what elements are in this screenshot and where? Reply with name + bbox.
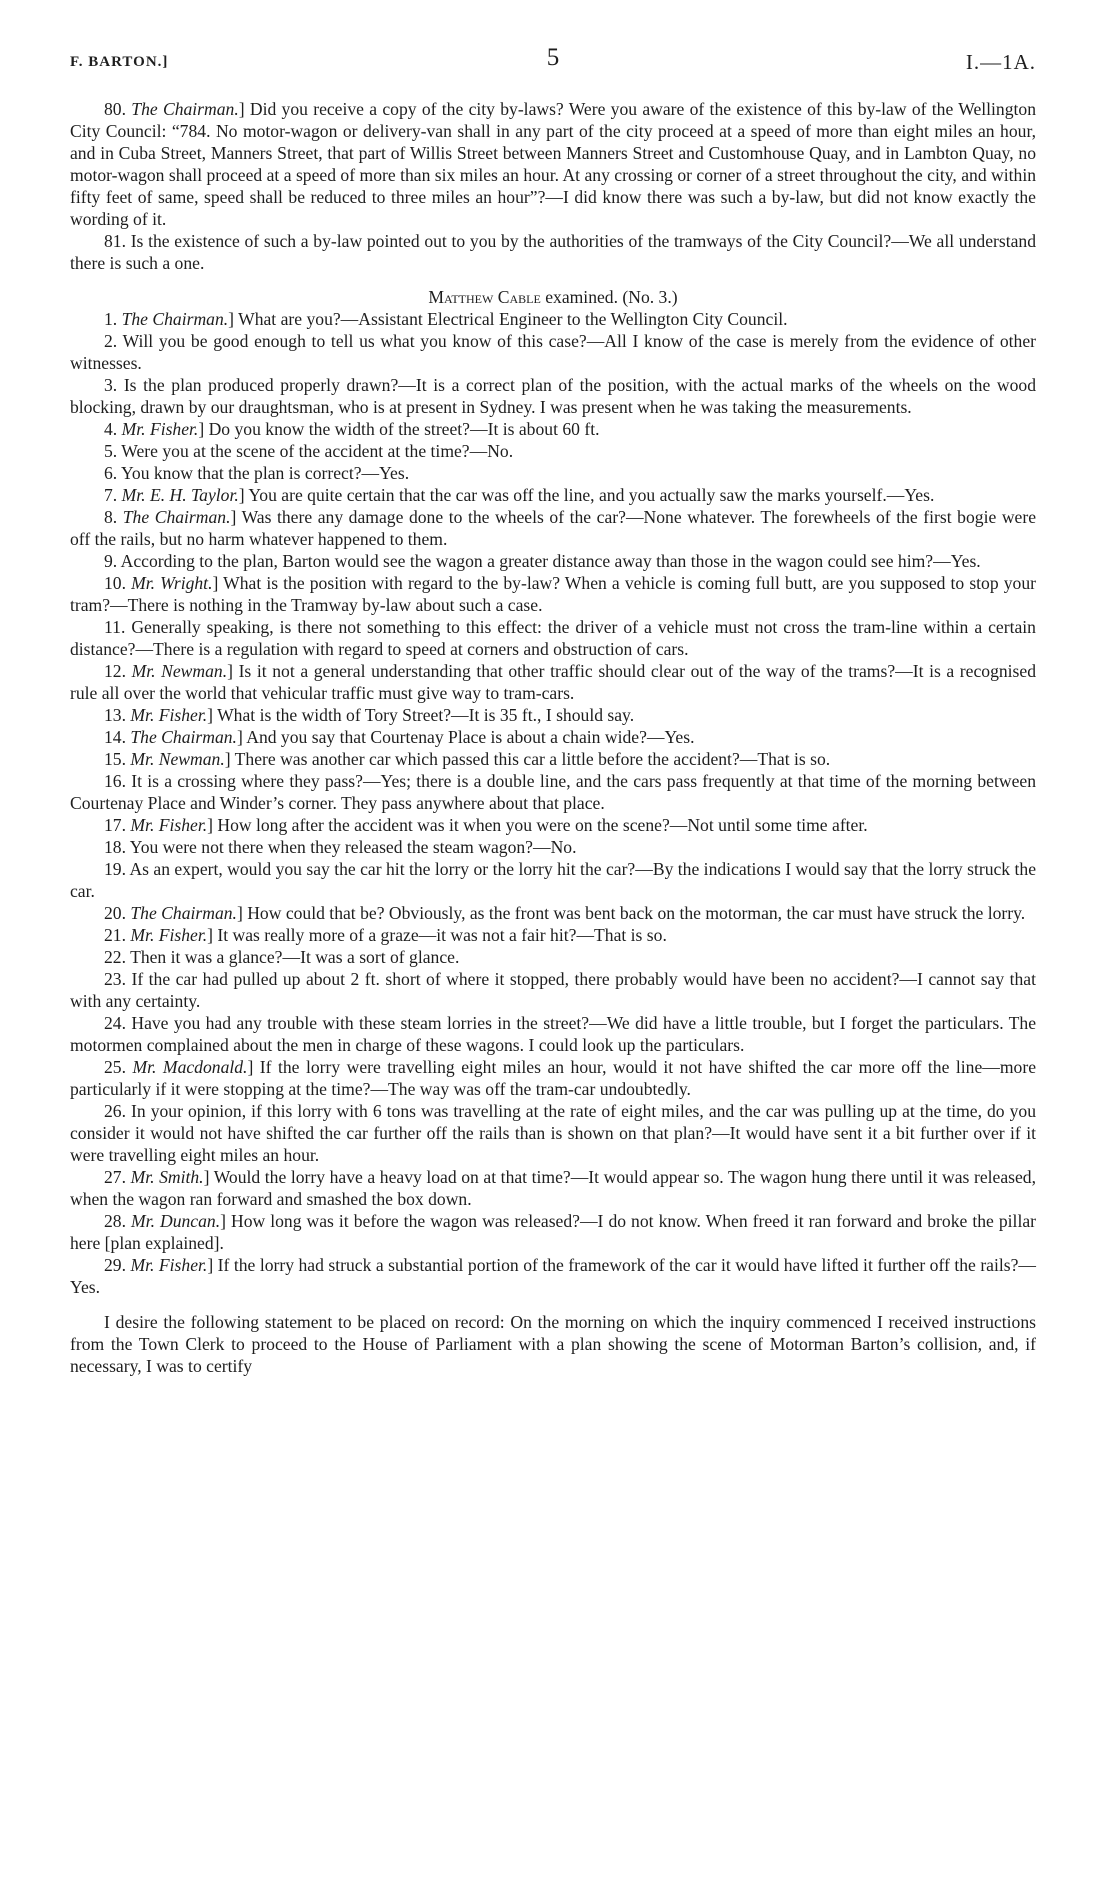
statement-paragraph: I desire the following statement to be placed on record: On the morning on which the inquiry commenced I received instructions from the Town Clerk to proceed to the House of Parliament with a plan showing the scene of Motorman Barton’s collision, and, if necessary, I was to certify [70, 1312, 1036, 1376]
paragraph-q29: 29. Mr. Fisher.] If the lorry had struck a substantial portion of the framework of the car it would have lifted it further off the rails?—Yes. [70, 1255, 1037, 1297]
paragraph-q9: 9. According to the plan, Barton would see the wagon a greater distance away than those in the wagon could see him?—Yes. [104, 551, 981, 571]
header-running-title: F. BARTON.] [70, 54, 169, 70]
page-number: 5 [546, 44, 560, 71]
paragraph-q1: 1. The Chairman.] What are you?—Assistant Electrical Engineer to the Wellington City Council. [104, 309, 788, 329]
paragraph-q24: 24. Have you had any trouble with these steam lorries in the street?—We did have a little trouble, but I forget the particulars. The motormen complained about the men in charge of these wagons. I could look up the particulars. [70, 1013, 1037, 1055]
paragraph-q20: 20. The Chairman.] How could that be? Obviously, as the front was bent back on the motorman, the car must have struck the lorry. [104, 903, 1026, 923]
paragraph-q81: 81. Is the existence of such a by-law pointed out to you by the authorities of the tramways of the City Council?—We all understand there is such a one. [70, 231, 1037, 273]
paragraph-q6: 6. You know that the plan is correct?—Yes. [104, 463, 410, 483]
paragraph-q10: 10. Mr. Wright.] What is the position with regard to the by-law? When a vehicle is coming full butt, are you supposed to stop your tram?—There is nothing in the Tramway by-law about such a case. [70, 573, 1037, 615]
paragraph-q27: 27. Mr. Smith.] Would the lorry have a heavy load on at that time?—It would appear so. The wagon hung there until it was released, when the wagon ran forward and smashed the box down. [70, 1167, 1037, 1209]
paragraph-q19: 19. As an expert, would you say the car hit the lorry or the lorry hit the car?—By the indications I would say that the lorry struck the car. [70, 859, 1037, 901]
witness-heading: Matthew Cable examined. (No. 3.) [428, 287, 678, 307]
paragraph-q13: 13. Mr. Fisher.] What is the width of Tory Street?—It is 35 ft., I should say. [104, 705, 635, 725]
paragraph-q22: 22. Then it was a glance?—It was a sort of glance. [104, 947, 460, 967]
paragraph-q21: 21. Mr. Fisher.] It was really more of a graze—it was not a fair hit?—That is so. [104, 925, 667, 945]
paragraph-q3: 3. Is the plan produced properly drawn?—It is a correct plan of the position, with the actual marks of the wheels on the wood blocking, drawn by our draughtsman, who is at present in Sydney. I was present when he was taking the measurements. [70, 375, 1037, 417]
paragraph-q5: 5. Were you at the scene of the accident at the time?—No. [104, 441, 514, 461]
paragraph-q2: 2. Will you be good enough to tell us what you know of this case?—All I know of the case is merely from the evidence of other witnesses. [70, 331, 1037, 373]
paragraph-q28: 28. Mr. Duncan.] How long was it before the wagon was released?—I do not know. When freed it ran forward and broke the pillar here [plan explained]. [70, 1211, 1036, 1253]
witness-name: Matthew Cable [428, 287, 541, 307]
paragraph-q16: 16. It is a crossing where they pass?—Yes; there is a double line, and the cars pass frequently at that time of the morning between Courtenay Place and Winder’s corner. They pass anywhere about that place. [70, 771, 1036, 813]
document-body [70, 98, 1036, 1377]
paragraph-q14: 14. The Chairman.] And you say that Courtenay Place is about a chain wide?—Yes. [104, 727, 695, 747]
paragraph-q26: 26. In your opinion, if this lorry with 6 tons was travelling at the rate of eight miles, and the car was pulling up at the time, do you consider it would not have shifted the car further off the rails than is shown on that plan?—It would have sent it a bit further over if it were travelling eight miles an hour. [70, 1101, 1036, 1165]
paragraph-q17: 17. Mr. Fisher.] How long after the accident was it when you were on the scene?—Not until some time after. [104, 815, 868, 835]
paper-reference: I.—1A. [965, 50, 1036, 74]
paragraph-q80: 80. The Chairman.] Did you receive a copy of the city by-laws? Were you aware of the existence of this by-law of the Wellington City Council: “784. No motor-wagon or delivery-van shall in any part of the city proceed at a speed of more than eight miles an hour, and in Cuba Street, Manners Street, that part of Willis Street between Manners Street and Customhouse Quay, and in Lambton Quay, no motor-wagon shall proceed at a speed of more than six miles an hour. At any crossing or corner of a street throughout the city, and within fifty feet of same, speed shall be reduced to three miles an hour”?—I did know there was such a by-law, but did not know exactly the wording of it. [70, 99, 1036, 229]
paragraph-q4: 4. Mr. Fisher.] Do you know the width of the street?—It is about 60 ft. [104, 419, 600, 439]
paragraph-q18: 18. You were not there when they released the steam wagon?—No. [104, 837, 577, 857]
paragraph-q8: 8. The Chairman.] Was there any damage done to the wheels of the car?—None whatever. The forewheels of the first bogie were off the rails, but no harm whatever happened to them. [70, 507, 1037, 549]
paragraph-q12: 12. Mr. Newman.] Is it not a general understanding that other traffic should clear out of the way of the trams?—It is a recognised rule all over the world that vehicular traffic must give way to tram-cars. [70, 661, 1037, 703]
paragraph-q15: 15. Mr. Newman.] There was another car which passed this car a little before the accident?—That is so. [104, 749, 831, 769]
page-header [70, 44, 1036, 78]
paragraph-q25: 25. Mr. Macdonald.] If the lorry were travelling eight miles an hour, would it not have shifted the car more off the line—more particularly if it were stopping at the time?—The way was off the tram-car undoubtedly. [70, 1057, 1037, 1099]
paragraph-q11: 11. Generally speaking, is there not something to this effect: the driver of a vehicle must not cross the tram-line within a certain distance?—There is a regulation with regard to speed at corners and obstruction of cars. [70, 617, 1036, 659]
paragraph-q7: 7. Mr. E. H. Taylor.] You are quite certain that the car was off the line, and you actually saw the marks yourself.—Yes. [104, 485, 935, 505]
paragraph-q23: 23. If the car had pulled up about 2 ft. short of where it stopped, there probably would have been no accident?—I cannot say that with any certainty. [70, 969, 1037, 1011]
